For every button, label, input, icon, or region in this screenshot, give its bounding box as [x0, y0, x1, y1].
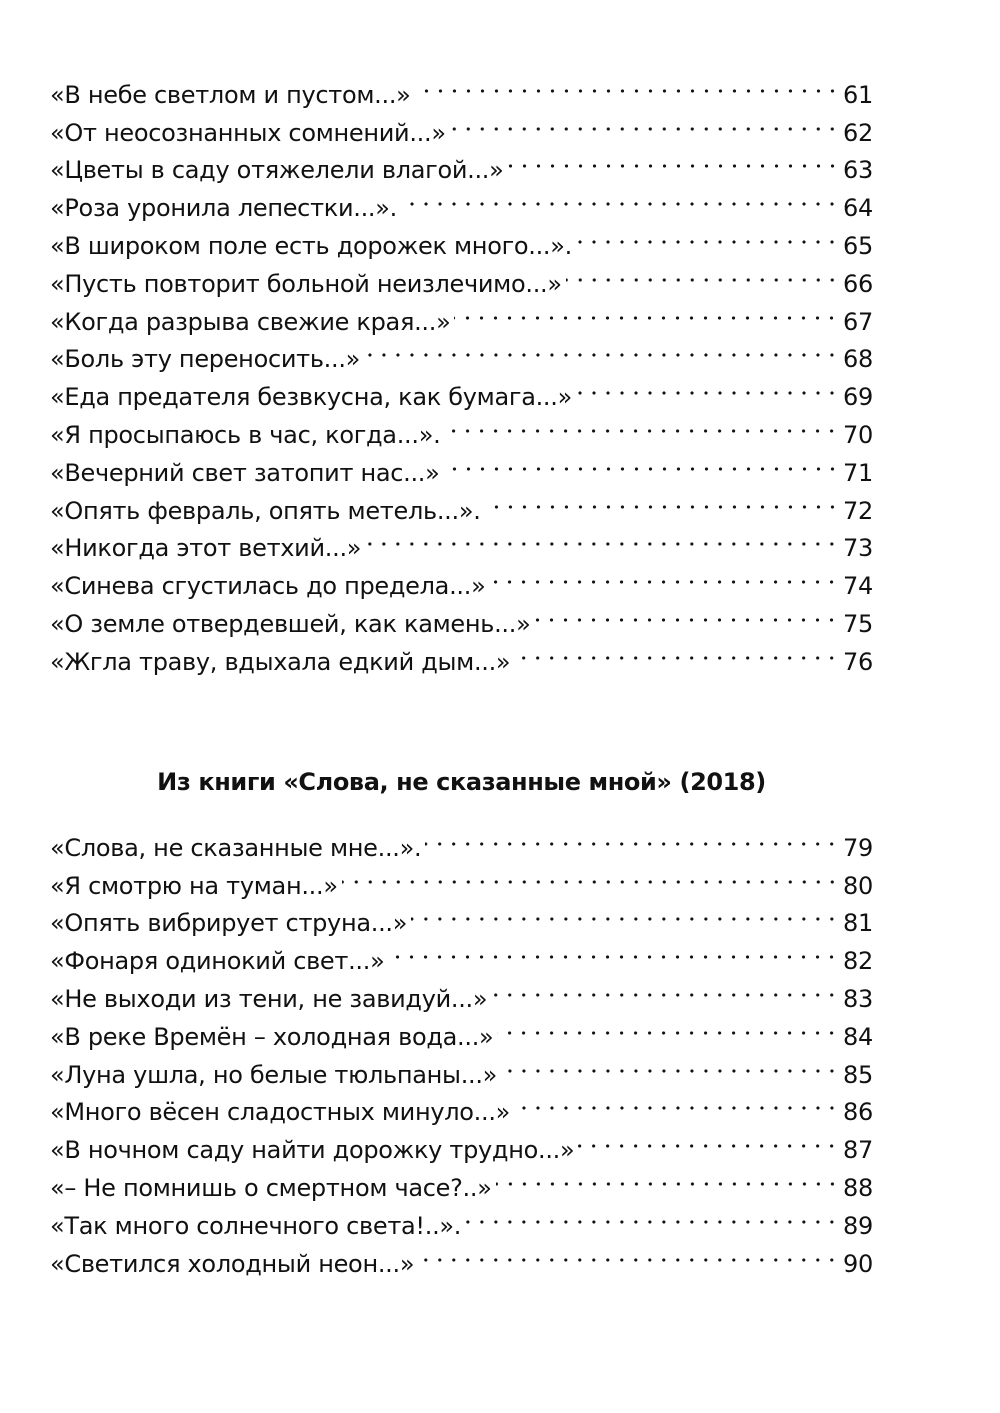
toc-entry-page: 86 [843, 1098, 873, 1127]
toc-entry-page: 72 [843, 496, 873, 525]
toc-entry-title: «В ночном саду найти дорожку трудно...» [50, 1136, 575, 1165]
dot-leader [365, 519, 839, 557]
toc-entry-title: «Я смотрю на туман...» [50, 871, 338, 900]
toc-entry-page: 74 [843, 572, 873, 601]
toc-entry-page: 68 [843, 345, 873, 374]
toc-entry-page: 71 [843, 458, 873, 487]
toc-entry-page: 85 [843, 1060, 873, 1089]
dot-leader [496, 1158, 839, 1196]
toc-entry-page: 80 [843, 871, 873, 900]
toc-entry-page: 61 [843, 80, 873, 109]
toc-entry-page: 75 [843, 609, 873, 638]
toc-entry-title: «Вечерний свет затопит нас...» [50, 458, 440, 487]
dot-leader [418, 1234, 839, 1272]
toc-entry-title: «От неосознанных сомнений...» [50, 118, 446, 147]
toc-entry-title: «Не выходи из тени, не завидуй...» [50, 984, 488, 1013]
toc-entry-page: 63 [843, 156, 873, 185]
toc-entry-title: «Синева сгустилась до предела...» [50, 572, 486, 601]
dot-leader [578, 1120, 839, 1158]
toc-entry-title: «Никогда этот ветхий...» [50, 534, 362, 563]
dot-leader [497, 1007, 839, 1045]
toc-entry-page: 65 [843, 231, 873, 260]
toc-entry-page: 90 [843, 1249, 873, 1278]
toc-entry-title: «Так много солнечного света!..». [50, 1211, 462, 1240]
toc-entry-page: 69 [843, 383, 873, 412]
toc-entry-title: «Еда предателя безвкусна, как бумага...» [50, 383, 572, 412]
toc-entry-title: «Пусть повторит больной неизлечимо...» [50, 269, 562, 298]
dot-leader [485, 481, 839, 519]
toc-entry-title: «Слова, не сказанные мне...». [50, 833, 422, 862]
dot-leader [491, 969, 839, 1007]
toc-entry-title: «Опять вибрирует струна...» [50, 909, 408, 938]
toc-entry-page: 88 [843, 1173, 873, 1202]
toc-entry[interactable] [50, 65, 873, 109]
toc-entry-title: «В небе светлом и пустом...» [50, 80, 411, 109]
toc-entry-title: «Жгла траву, вдыхала едкий дым...» [50, 647, 511, 676]
toc-entry-title: «Я просыпаюсь в час, когда...». [50, 420, 441, 449]
dot-leader [425, 818, 839, 856]
toc-entry-page: 73 [843, 534, 873, 563]
dot-leader [444, 443, 839, 481]
toc-entry-page: 62 [843, 118, 873, 147]
dot-leader [514, 1083, 839, 1121]
dot-leader [534, 594, 839, 632]
toc-entry-page: 70 [843, 420, 873, 449]
dot-leader [454, 292, 839, 330]
dot-leader [401, 178, 839, 216]
toc-entry-page: 66 [843, 269, 873, 298]
toc-entry-page: 81 [843, 909, 873, 938]
section-heading: Из книги «Слова, не сказанные мной» (2018) [157, 768, 766, 796]
toc-entry-title: «Фонаря одинокий свет...» [50, 947, 385, 976]
dot-leader [514, 632, 839, 670]
toc-entry-page: 87 [843, 1136, 873, 1165]
toc-entry-title: «Когда разрыва свежие края...» [50, 307, 451, 336]
dot-leader [576, 216, 839, 254]
toc-entry-page: 64 [843, 194, 873, 223]
toc-list-section-2 [50, 818, 873, 1278]
toc-entry-page: 84 [843, 1022, 873, 1051]
dot-leader [450, 103, 839, 141]
dot-leader [508, 141, 840, 179]
dot-leader [411, 894, 839, 932]
dot-leader [388, 931, 839, 969]
toc-entry-page: 82 [843, 947, 873, 976]
toc-entry-title: «Много вёсен сладостных минуло...» [50, 1098, 511, 1127]
dot-leader [566, 254, 839, 292]
dot-leader [342, 856, 839, 894]
dot-leader [415, 65, 839, 103]
toc-entry-page: 79 [843, 833, 873, 862]
toc-entry-title: «Боль эту переносить...» [50, 345, 361, 374]
toc-entry-title: «Опять февраль, опять метель...». [50, 496, 481, 525]
dot-leader [576, 367, 839, 405]
toc-list-section-1 [50, 65, 873, 676]
toc-entry-title: «Луна ушла, но белые тюльпаны...» [50, 1060, 498, 1089]
toc-entry[interactable] [50, 818, 873, 862]
toc-entry-title: «В реке Времён – холодная вода...» [50, 1022, 494, 1051]
toc-entry-page: 83 [843, 984, 873, 1013]
dot-leader [444, 405, 839, 443]
dot-leader [489, 556, 839, 594]
dot-leader [364, 330, 839, 368]
toc-entry-title: «– Не помнишь о смертном часе?..» [50, 1173, 492, 1202]
toc-entry-title: «В широком поле есть дорожек много...». [50, 231, 572, 260]
toc-entry-page: 89 [843, 1211, 873, 1240]
toc-entry-title: «О земле отвердевшей, как камень...» [50, 609, 531, 638]
toc-entry-page: 67 [843, 307, 873, 336]
toc-entry-page: 76 [843, 647, 873, 676]
dot-leader [465, 1196, 839, 1234]
dot-leader [501, 1045, 839, 1083]
toc-entry-title: «Светился холодный неон...» [50, 1249, 415, 1278]
toc-entry-title: «Цветы в саду отяжелели влагой...» [50, 156, 504, 185]
toc-entry-title: «Роза уронила лепестки...». [50, 194, 397, 223]
